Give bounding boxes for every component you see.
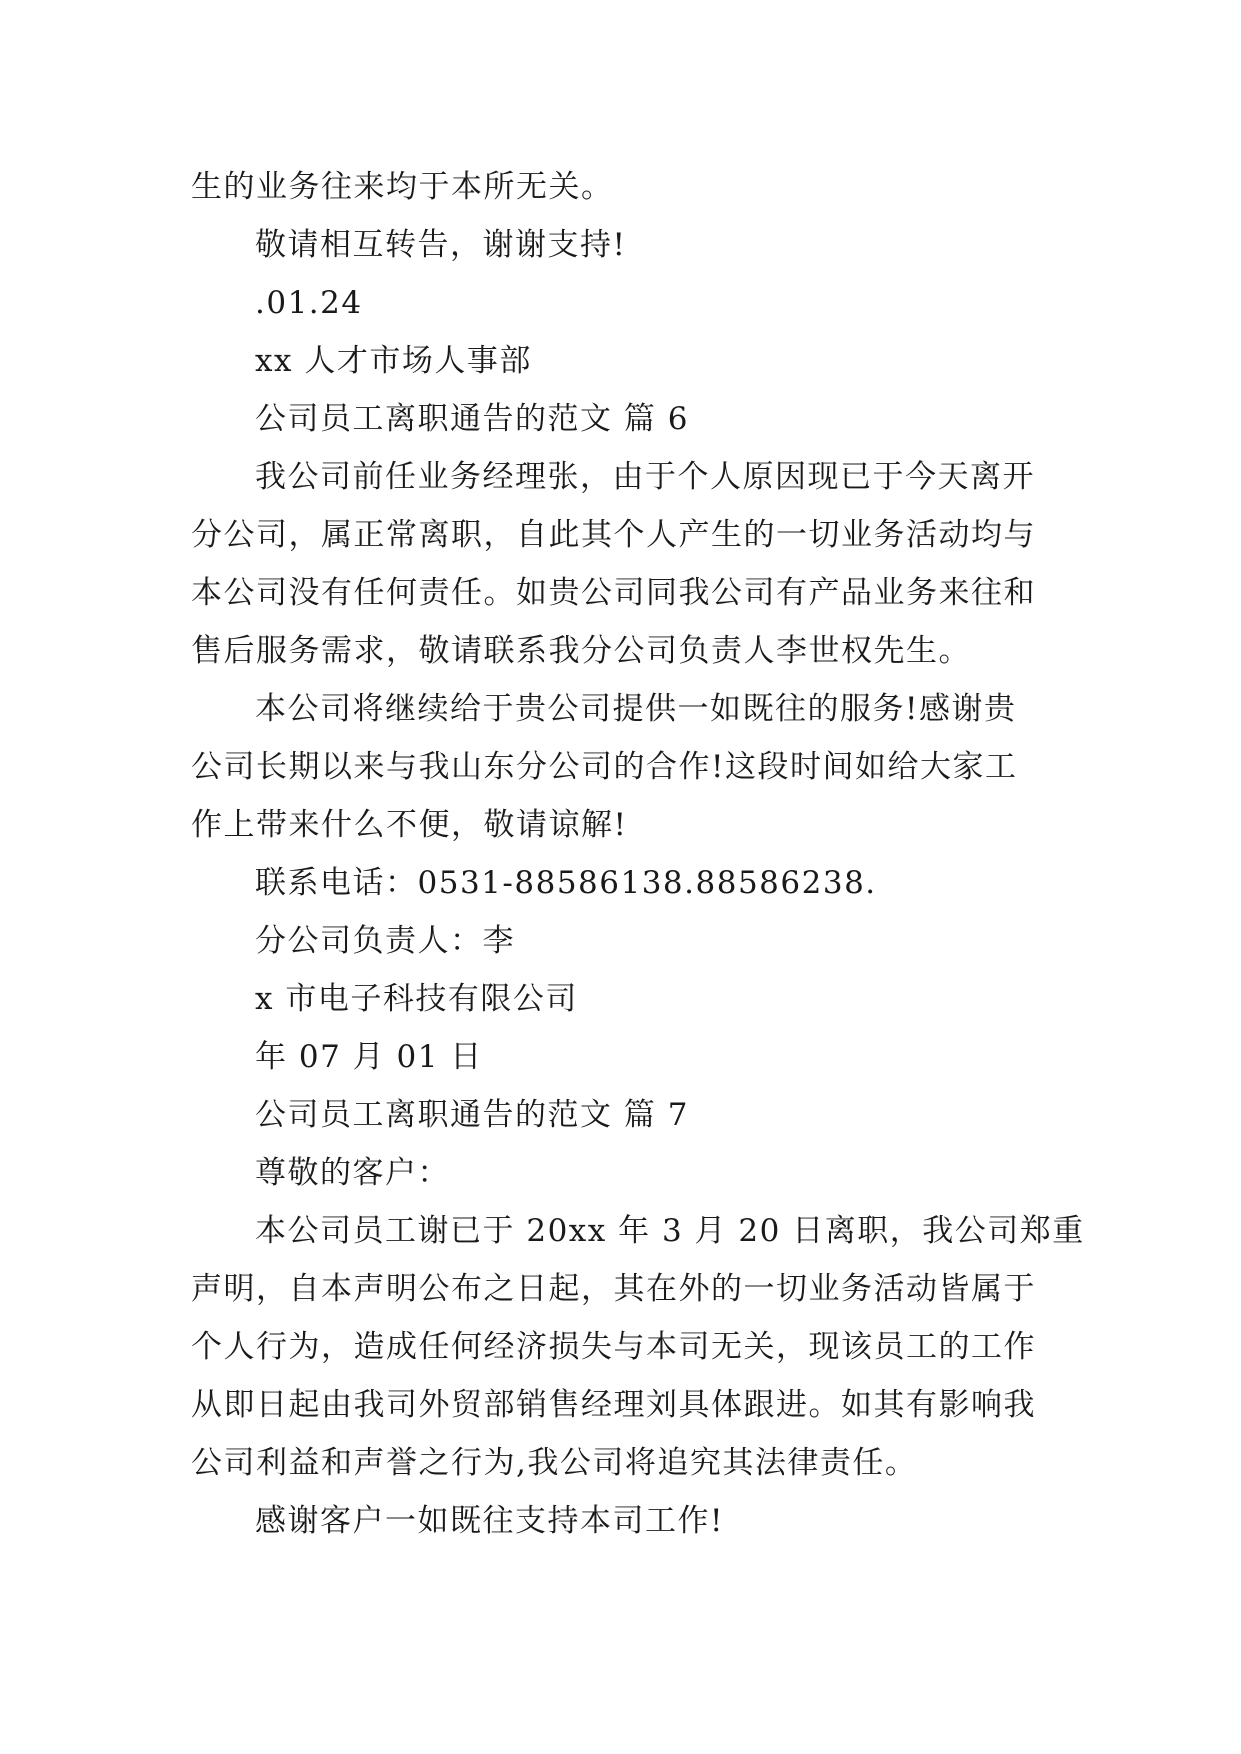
text-line: 公司长期以来与我山东分公司的合作!这段时间如给大家工	[191, 749, 1018, 785]
text-line: 本公司没有任何责任。如贵公司同我公司有产品业务来往和	[191, 575, 1036, 611]
text-line: .01.24	[255, 285, 363, 321]
text-line: 本公司将继续给于贵公司提供一如既往的服务!感谢贵	[255, 691, 1017, 727]
text-line: 个人行为，造成任何经济损失与本司无关，现该员工的工作	[191, 1329, 1036, 1365]
text-line: 分公司负责人：李	[255, 923, 515, 959]
text-line: 我公司前任业务经理张，由于个人原因现已于今天离开	[255, 459, 1035, 495]
text-line: 公司员工离职通告的范文 篇 7	[255, 1097, 689, 1133]
text-line: 敬请相互转告，谢谢支持!	[255, 227, 627, 263]
text-line: 从即日起由我司外贸部销售经理刘具体跟进。如其有影响我	[191, 1387, 1036, 1423]
document-body	[191, 158, 1085, 1550]
text-line: 联系电话：0531-88586138.88586238.	[255, 865, 877, 901]
text-line: 售后服务需求，敬请联系我分公司负责人李世权先生。	[191, 633, 971, 669]
text-line: 尊敬的客户：	[255, 1155, 450, 1191]
text-line: 声明，自本声明公布之日起，其在外的一切业务活动皆属于	[191, 1271, 1036, 1307]
text-line: xx 人才市场人事部	[255, 343, 532, 379]
text-line: 公司利益和声誉之行为,我公司将追究其法律责任。	[191, 1445, 918, 1481]
text-line: 本公司员工谢已于 20xx 年 3 月 20 日离职，我公司郑重	[255, 1213, 1085, 1249]
text-line: 生的业务往来均于本所无关。	[191, 169, 614, 205]
text-line: 作上带来什么不便，敬请谅解!	[191, 807, 628, 843]
text-line: 公司员工离职通告的范文 篇 6	[255, 401, 689, 437]
text-line: 感谢客户一如既往支持本司工作!	[255, 1503, 724, 1539]
text-line: x 市电子科技有限公司	[255, 981, 578, 1017]
text-line: 年 07 月 01 日	[255, 1039, 483, 1075]
text-line: 分公司，属正常离职，自此其个人产生的一切业务活动均与	[191, 517, 1036, 553]
